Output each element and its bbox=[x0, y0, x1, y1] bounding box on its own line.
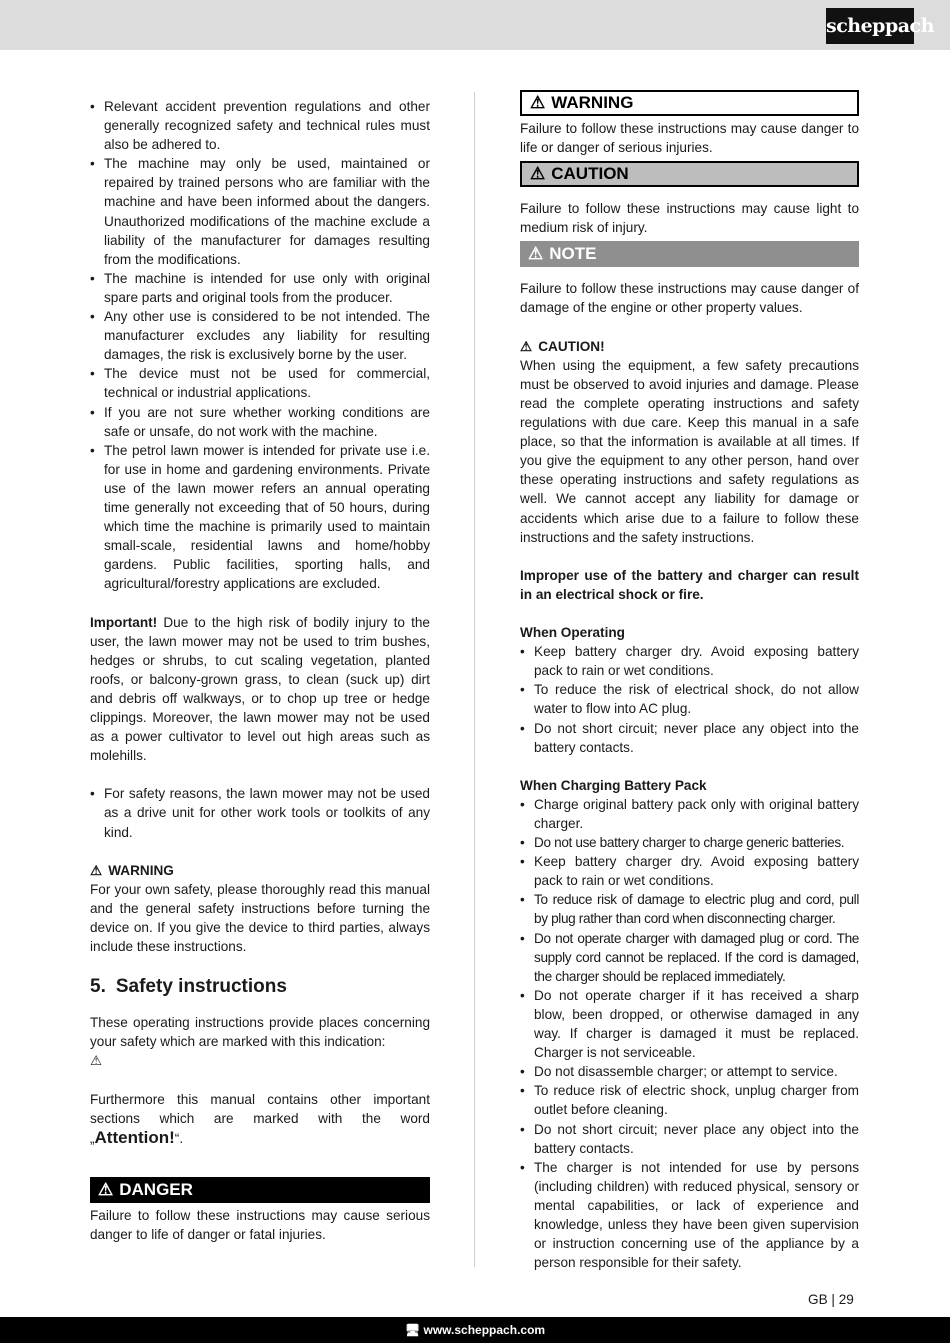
indication-warning-icon: ⚠ bbox=[90, 1053, 103, 1069]
important-label: Important! bbox=[90, 614, 158, 630]
website-link[interactable]: www.scheppach.com bbox=[423, 1323, 546, 1337]
column-divider bbox=[474, 92, 475, 1267]
important-text: Due to the high risk of bodily injury to the user, the lawn mower may not be used to trim bushes, hedges or shrubs, to cut scaling vegetation, planted roofs, or balcony-grown grass, to clean (suck up) dirt and debris off walkways, or to chop up tree or hedge clippings. Moreover, the lawn mower may not be used as a power cultivator to level out high areas such as molehills. bbox=[90, 614, 430, 764]
list-item: • For safety reasons, the lawn mower may not be used as a drive unit for other work tools or toolkits of any kind. bbox=[90, 784, 430, 841]
left-column bbox=[90, 97, 430, 1244]
warning-triangle-icon: ⚠ bbox=[520, 338, 533, 354]
warning-triangle-icon: ⚠ bbox=[530, 164, 546, 184]
list-item: • The machine may only be used, maintained or repaired by trained persons who are familiar with the machine and have been informed about the dangers. Unauthorized modifications of the machine exclude a liability of the manufacturer for damages resulting from the modifications. bbox=[90, 154, 430, 269]
charging-heading: When Charging Battery Pack bbox=[520, 777, 707, 793]
section-number: 5. bbox=[90, 976, 106, 998]
list-item: • Do not use battery charger to charge generic batteries. bbox=[520, 833, 859, 852]
right-column bbox=[520, 90, 859, 1272]
caution-heading bbox=[520, 337, 859, 356]
list-item: • Keep battery charger dry. Avoid exposing battery pack to rain or wet conditions. bbox=[520, 642, 859, 680]
warning-label: WARNING bbox=[108, 862, 174, 878]
list-item: • The charger is not intended for use by persons (including children) with reduced physical, sensory or mental capabilities, or lack of experience and knowledge, unless they have been given supervision or instruction concerning use of the appliance by a person responsible for their safety. bbox=[520, 1158, 859, 1273]
list-item: • Charge original battery pack only with original battery charger. bbox=[520, 795, 859, 833]
list-item: • The device must not be used for commercial, technical or industrial applications. bbox=[90, 364, 430, 402]
list-item: • Do not short circuit; never place any object into the battery contacts. bbox=[520, 719, 859, 757]
section-title-text: Safety instructions bbox=[115, 976, 287, 998]
warning-box bbox=[520, 90, 859, 116]
safety-intro: These operating instructions provide places concerning your safety which are marked with this indication: bbox=[90, 1015, 430, 1050]
warning-box-text: Failure to follow these instructions may cause danger to life or danger of serious injuries. bbox=[520, 121, 859, 156]
list-item: • Do not operate charger with damaged plug or cord. The supply cord cannot be replaced. If the cord is damaged, the charger should be replaced immediately. bbox=[520, 929, 859, 986]
important-paragraph bbox=[90, 613, 430, 766]
warning-heading bbox=[90, 861, 430, 880]
drive-unit-list bbox=[90, 784, 430, 841]
warning-triangle-icon: ⚠ bbox=[528, 244, 544, 264]
warning-triangle-icon: ⚠ bbox=[90, 862, 103, 878]
charging-list bbox=[520, 795, 859, 1272]
list-item: • Relevant accident prevention regulations and other generally recognized safety and technical rules must also be adhered to. bbox=[90, 97, 430, 154]
danger-label: DANGER bbox=[119, 1179, 193, 1199]
list-item: • To reduce the risk of electrical shock, do not allow water to flow into AC plug. bbox=[520, 680, 859, 718]
list-item: • Do not disassemble charger; or attempt to service. bbox=[520, 1062, 859, 1081]
list-item: • The machine is intended for use only with original spare parts and original tools from the producer. bbox=[90, 269, 430, 307]
warning-triangle-icon: ⚠ bbox=[98, 1179, 114, 1199]
attention-paragraph bbox=[90, 1090, 430, 1148]
note-label: NOTE bbox=[549, 244, 597, 264]
attention-post: “. bbox=[174, 1130, 184, 1146]
footer-bar bbox=[0, 1317, 950, 1343]
note-box-text: Failure to follow these instructions may cause danger of damage of the engine or other property values. bbox=[520, 281, 859, 316]
monitor-icon: 🖥 bbox=[404, 1323, 421, 1337]
warning-triangle-icon: ⚠ bbox=[530, 93, 546, 112]
attention-pre: Furthermore this manual contains other important sections which are marked with the word „ bbox=[90, 1091, 430, 1146]
list-item: • To reduce risk of electric shock, unplug charger from outlet before cleaning. bbox=[520, 1081, 859, 1119]
operating-heading: When Operating bbox=[520, 625, 625, 641]
warning-label: WARNING bbox=[551, 93, 634, 112]
header-bar bbox=[0, 0, 950, 50]
caution-box bbox=[520, 161, 859, 187]
caution-text: When using the equipment, a few safety precautions must be observed to avoid injuries and damage. Please read the complete operating instructions and safety regulations with due care. Keep this manual in a safe place, so that the information is available at all times. If you give the equipment to any other person, hand over these operating instructions and safety regulations as well. We cannot accept any liability for damage or accidents which arise due to a failure to follow these instructions and the safety instructions. bbox=[520, 357, 859, 545]
list-item: • Any other use is considered to be not intended. The manufacturer excludes any liability for resulting damages, the risk is exclusively borne by the user. bbox=[90, 307, 430, 364]
list-item: • The petrol lawn mower is intended for private use i.e. for use in home and gardening environments. Private use of the lawn mower refers an annual operating time generally not exceeding that of 50 hours, during which time the machine is primarily used to maintain small-scale, residential lawns and home/hobby gardens. Public facilities, sporting halls, and agricultural/forestry applications are excluded. bbox=[90, 441, 430, 594]
danger-text: Failure to follow these instructions may cause serious danger to life of danger or fatal injuries. bbox=[90, 1207, 430, 1243]
usage-rules-list bbox=[90, 97, 430, 593]
operating-list bbox=[520, 642, 859, 757]
list-item: • Do not operate charger if it has received a sharp blow, been dropped, or otherwise damaged in any way. If charger is damaged it must be replaced. Charger is not serviceable. bbox=[520, 986, 859, 1062]
attention-word: Attention! bbox=[94, 1127, 175, 1147]
improper-use-warning: Improper use of the battery and charger can result in an electrical shock or fire. bbox=[520, 567, 859, 602]
note-box bbox=[520, 241, 859, 267]
warning-text: For your own safety, please thoroughly read this manual and the general safety instructions before turning the device on. If you give the device to third parties, always include these instructions. bbox=[90, 881, 430, 955]
list-item: • If you are not sure whether working conditions are safe or unsafe, do not work with the machine. bbox=[90, 403, 430, 441]
section-title bbox=[90, 975, 430, 999]
list-item: • Keep battery charger dry. Avoid exposing battery pack to rain or wet conditions. bbox=[520, 852, 859, 890]
danger-box bbox=[90, 1177, 430, 1203]
list-item: • Do not short circuit; never place any object into the battery contacts. bbox=[520, 1120, 859, 1158]
caution2-label: CAUTION! bbox=[538, 338, 605, 354]
caution-box-text: Failure to follow these instructions may cause light to medium risk of injury. bbox=[520, 201, 859, 236]
caution-label: CAUTION bbox=[551, 164, 629, 184]
page-number: GB | 29 bbox=[808, 1292, 854, 1307]
brand-logo: scheppach bbox=[826, 8, 914, 44]
list-item: • To reduce risk of damage to electric plug and cord, pull by plug rather than cord when disconnecting charger. bbox=[520, 890, 859, 928]
